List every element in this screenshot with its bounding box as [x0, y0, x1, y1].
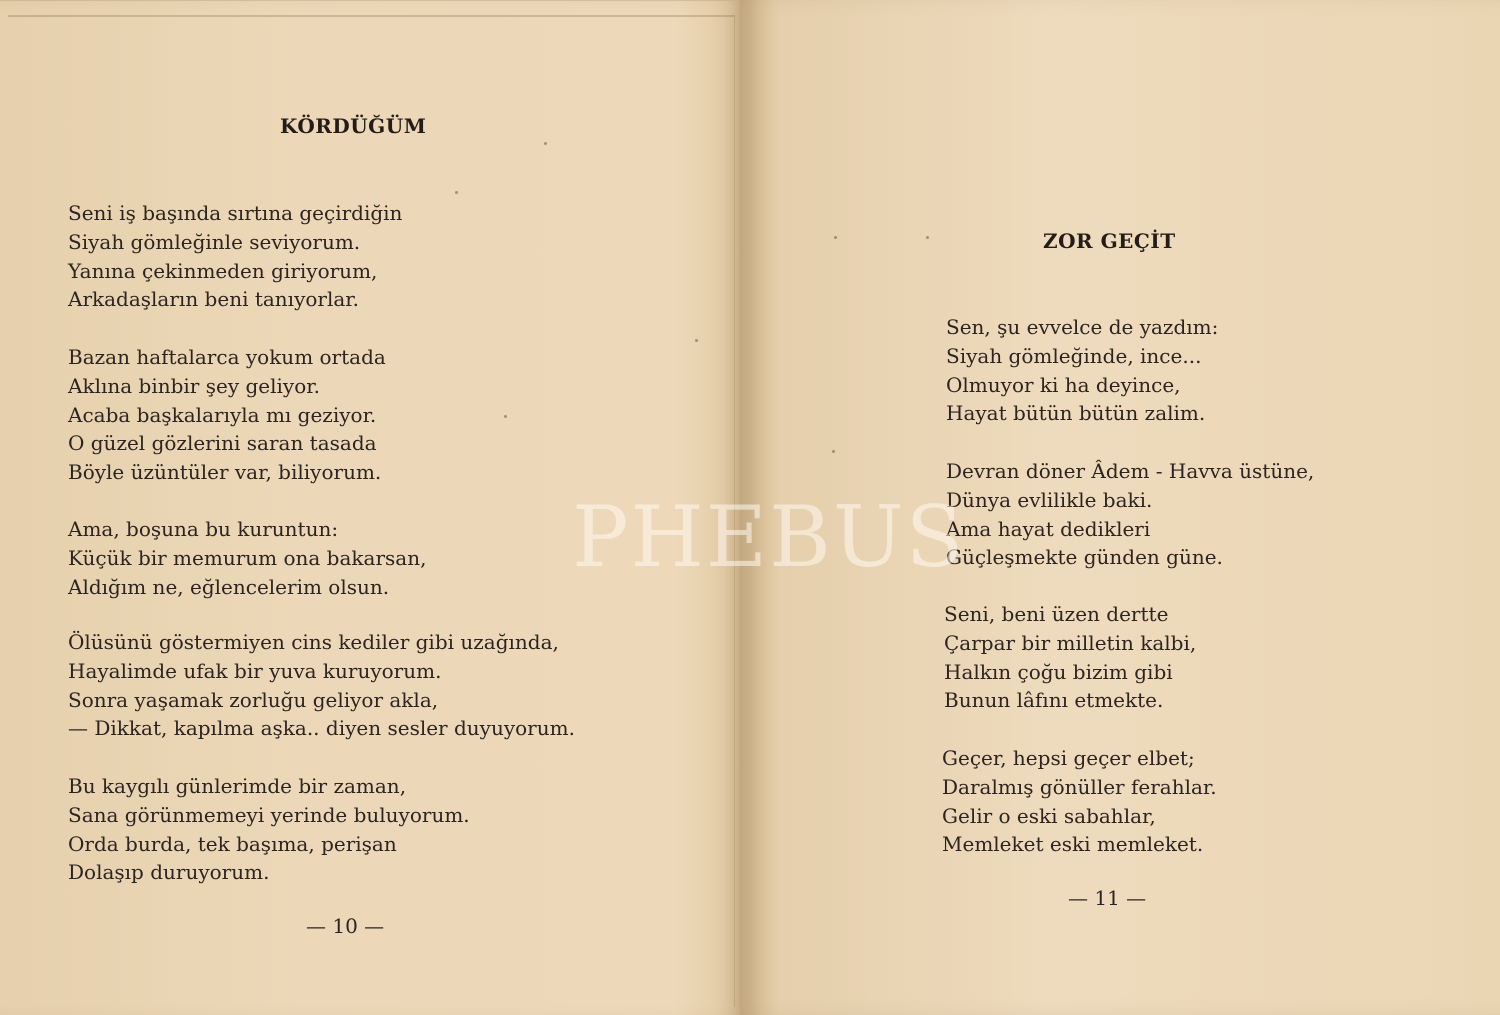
poem-line: Bazan haftalarca yokum ortada [68, 345, 386, 369]
poem-line: Seni iş başında sırtına geçirdiğin [68, 201, 403, 225]
poem-line: O güzel gözlerini saran tasada [68, 431, 377, 456]
poem-line: Güçleşmekte günden güne. [946, 545, 1223, 570]
poem-line: Siyah gömleğinde, ince... [946, 343, 1202, 368]
poem-line: Sen, şu evvelce de yazdım: [946, 315, 1219, 339]
stanza-4 [68, 628, 575, 743]
poem-line: Hayalimde ufak bir yuva kuruyorum. [68, 658, 442, 683]
poem-title-kordugum: KÖRDÜĞÜM [280, 114, 427, 138]
poem-line: Aklına binbir şey geliyor. [68, 373, 320, 398]
poem-line: Siyah gömleğinle seviyorum. [68, 229, 361, 254]
poem-line: Küçük bir memurum ona bakarsan, [68, 545, 427, 570]
poem-line: Acaba başkalarıyla mı geziyor. [68, 402, 377, 427]
paper-speck [834, 236, 837, 239]
paper-speck [504, 415, 507, 418]
poem-line: Ama hayat dedikleri [946, 516, 1151, 541]
poem-line: Bunun lâfını etmekte. [944, 688, 1164, 713]
poem-line: — Dikkat, kapılma aşka.. diyen sesler duyuyorum. [68, 716, 575, 741]
stanza-2 [946, 457, 1314, 572]
paper-speck [926, 236, 929, 239]
poem-line: Bu kaygılı günlerimde bir zaman, [68, 774, 407, 798]
poem-line: Geçer, hepsi geçer elbet; [942, 746, 1195, 770]
poem-line: Ölüsünü göstermiyen cins kediler gibi uzağında, [68, 630, 559, 654]
poem-line: Memleket eski memleket. [942, 832, 1204, 857]
stanza-3 [944, 600, 1196, 715]
stanza-5 [68, 772, 470, 887]
stanza-1 [68, 199, 402, 314]
poem-line: Çarpar bir milletin kalbi, [944, 630, 1197, 655]
page-number-right: — 11 — [1068, 886, 1147, 910]
poem-line: Daralmış gönüller ferahlar. [942, 774, 1217, 799]
paper-speck [695, 339, 698, 342]
poem-line: Sonra yaşamak zorluğu geliyor akla, [68, 687, 439, 712]
poem-line: Aldığım ne, eğlencelerim olsun. [68, 574, 390, 599]
poem-title-zor-gecit: ZOR GEÇİT [1043, 229, 1176, 253]
stanza-4 [942, 744, 1217, 859]
poem-line: Devran döner Âdem - Havva üstüne, [946, 459, 1315, 483]
poem-line: Ama, boşuna bu kuruntun: [68, 517, 339, 541]
poem-line: Sana görünmemeyi yerinde buluyorum. [68, 802, 470, 827]
paper-speck [832, 450, 835, 453]
phebus-watermark: PHEBUS [572, 488, 966, 586]
stanza-3 [68, 515, 426, 601]
poem-line: Halkın çoğu bizim gibi [944, 659, 1173, 684]
poem-line: Olmuyor ki ha deyince, [946, 372, 1181, 397]
page-number-left: — 10 — [306, 914, 385, 938]
stanza-1 [946, 313, 1218, 428]
poem-line: Gelir o eski sabahlar, [942, 803, 1156, 828]
poem-line: Dolaşıp duruyorum. [68, 860, 270, 885]
poem-line: Dünya evlilikle baki. [946, 487, 1153, 512]
poem-line: Hayat bütün bütün zalim. [946, 401, 1206, 426]
poem-line: Seni, beni üzen dertte [944, 602, 1169, 626]
paper-speck [544, 142, 547, 145]
poem-line: Yanına çekinmeden giriyorum, [68, 258, 378, 283]
poem-line: Orda burda, tek başıma, perişan [68, 831, 397, 856]
poem-line: Arkadaşların beni tanıyorlar. [68, 287, 360, 312]
paper-speck [455, 191, 458, 194]
stanza-2 [68, 343, 386, 487]
poem-line: Böyle üzüntüler var, biliyorum. [68, 460, 382, 485]
